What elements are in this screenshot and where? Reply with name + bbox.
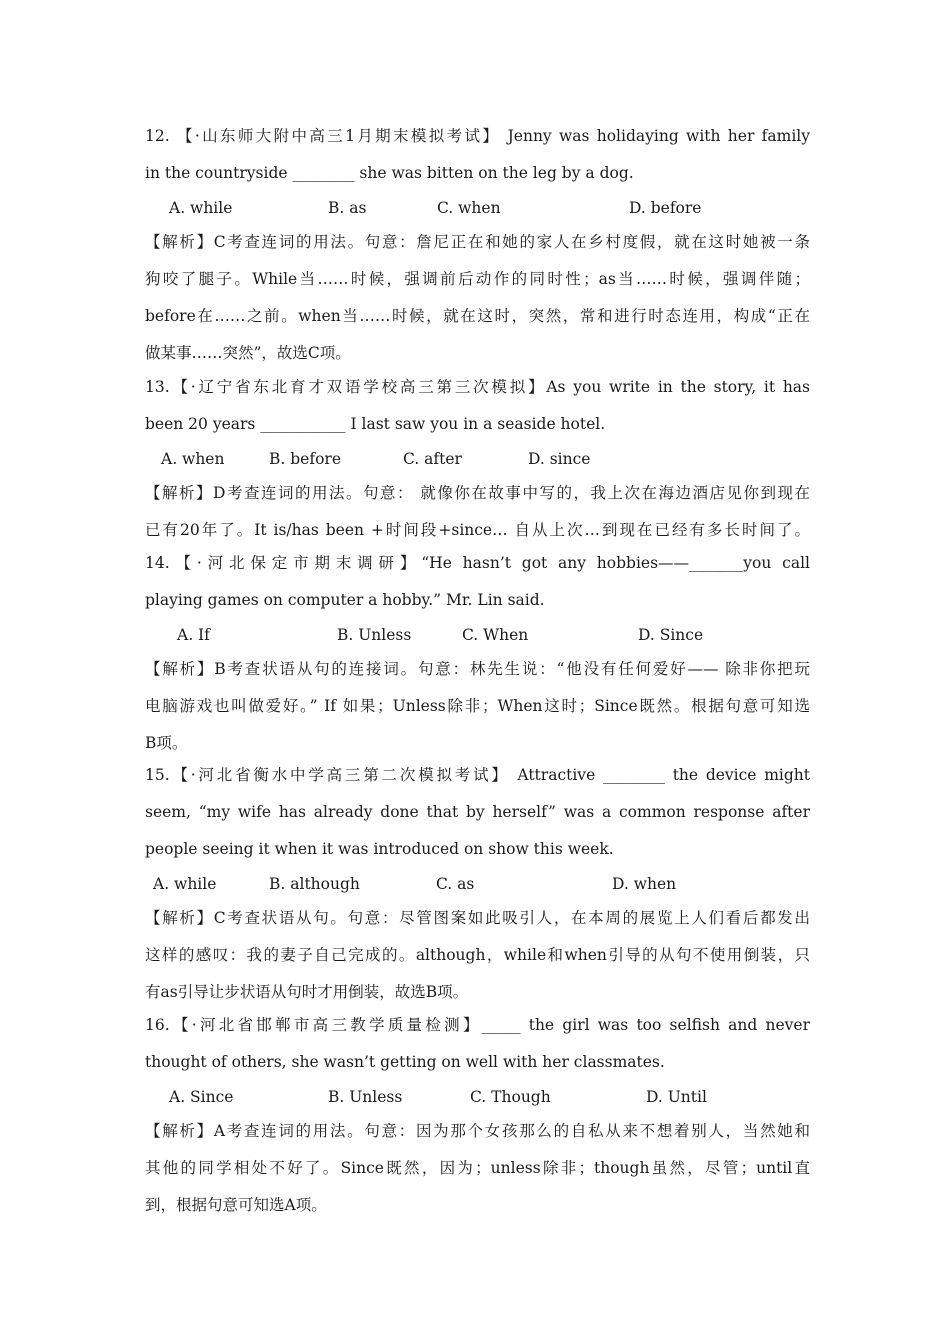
option-a: A. If xyxy=(177,626,210,644)
option-c: C. as xyxy=(436,875,475,893)
analysis-line: 其他的同学相处不好了。Since既然，因为；unless除非；though虽然，尽管；until直 xyxy=(145,1159,810,1177)
option-b: B. before xyxy=(269,450,341,468)
analysis-line: 【解析】C考查连词的用法。句意：詹尼正在和她的家人在乡村度假，就在这时她被一条 xyxy=(145,233,810,251)
analysis-line: 做某事……突然”，故选C项。 xyxy=(145,344,351,362)
option-b: B. Unless xyxy=(328,1088,403,1106)
option-d: D. since xyxy=(528,450,591,468)
question-13 xyxy=(145,369,810,549)
question-stem: in the countryside ________ she was bitten on the leg by a dog. xyxy=(145,164,634,182)
question-stem: 16.【·河北省邯郸市高三教学质量检测】_____ the girl was too selfish and never xyxy=(145,1016,810,1034)
analysis-line: 有as引导让步状语从句时才用倒装，故选B项。 xyxy=(145,983,469,1001)
analysis-line: 【解析】A考查连词的用法。句意：因为那个女孩那么的自私从来不想着别人，当然她和 xyxy=(145,1122,810,1140)
analysis-line: 电脑游戏也叫做爱好。” If 如果；Unless除非；When这时；Since既然。根据句意可知选 xyxy=(145,697,810,715)
options-row xyxy=(145,443,810,475)
question-stem: 15.【·河北省衡水中学高三第二次模拟考试】 Attractive ________ the device might xyxy=(145,766,810,784)
question-stem: 14.【·河北保定市期末调研】“He hasn’t got any hobbies——_______you call xyxy=(145,554,810,572)
analysis-line: 已有20年了。It is/has been +时间段+since… 自从上次…到现在已经有多长时间了。 xyxy=(145,521,810,539)
question-15 xyxy=(145,757,810,1011)
option-c: C. When xyxy=(462,626,529,644)
option-d: D. Since xyxy=(638,626,704,644)
question-12 xyxy=(145,118,810,372)
options-row xyxy=(145,1081,810,1113)
option-d: D. before xyxy=(629,199,702,217)
analysis-line: 到，根据句意可知选A项。 xyxy=(145,1196,327,1214)
question-stem: thought of others, she wasn’t getting on well with her classmates. xyxy=(145,1053,665,1071)
option-a: A. when xyxy=(161,450,225,468)
option-a: A. while xyxy=(153,875,217,893)
option-c: C. when xyxy=(437,199,501,217)
options-row xyxy=(145,868,810,900)
question-stem: people seeing it when it was introduced on show this week. xyxy=(145,840,614,858)
analysis-line: 【解析】D考查连词的用法。句意： 就像你在故事中写的，我上次在海边酒店见你到现在 xyxy=(145,484,810,502)
options-row xyxy=(145,619,810,651)
analysis-line: 【解析】C考查状语从句。句意：尽管图案如此吸引人，在本周的展览上人们看后都发出 xyxy=(145,909,810,927)
option-b: B. as xyxy=(328,199,367,217)
option-d: D. when xyxy=(612,875,677,893)
analysis-line: before在……之前。when当……时候，就在这时，突然，常和进行时态连用，构成“正在 xyxy=(145,307,810,325)
analysis-line: B项。 xyxy=(145,734,188,752)
option-c: C. Though xyxy=(470,1088,551,1106)
question-stem: seem, “my wife has already done that by herself” was a common response after xyxy=(145,803,810,821)
question-stem: 12. 【·山东师大附中高三1月期末模拟考试】 Jenny was holidaying with her family xyxy=(145,127,810,145)
question-14 xyxy=(145,545,810,762)
option-b: B. although xyxy=(269,875,360,893)
question-stem: playing games on computer a hobby.” Mr. Lin said. xyxy=(145,591,545,609)
option-c: C. after xyxy=(403,450,462,468)
analysis-line: 这样的感叹：我的妻子自己完成的。although，while和when引导的从句不使用倒装，只 xyxy=(145,946,810,964)
option-b: B. Unless xyxy=(337,626,412,644)
analysis-line: 【解析】B考查状语从句的连接词。句意：林先生说：“他没有任何爱好—— 除非你把玩 xyxy=(145,660,810,678)
option-a: A. while xyxy=(169,199,233,217)
analysis-line: 狗咬了腿子。While当……时候，强调前后动作的同时性；as当……时候，强调伴随； xyxy=(145,270,810,288)
option-d: D. Until xyxy=(646,1088,707,1106)
question-16 xyxy=(145,1007,810,1224)
question-stem: been 20 years ___________ I last saw you in a seaside hotel. xyxy=(145,415,606,433)
options-row xyxy=(145,192,810,224)
option-a: A. Since xyxy=(169,1088,234,1106)
question-stem: 13.【·辽宁省东北育才双语学校高三第三次模拟】As you write in the story, it has xyxy=(145,378,810,396)
